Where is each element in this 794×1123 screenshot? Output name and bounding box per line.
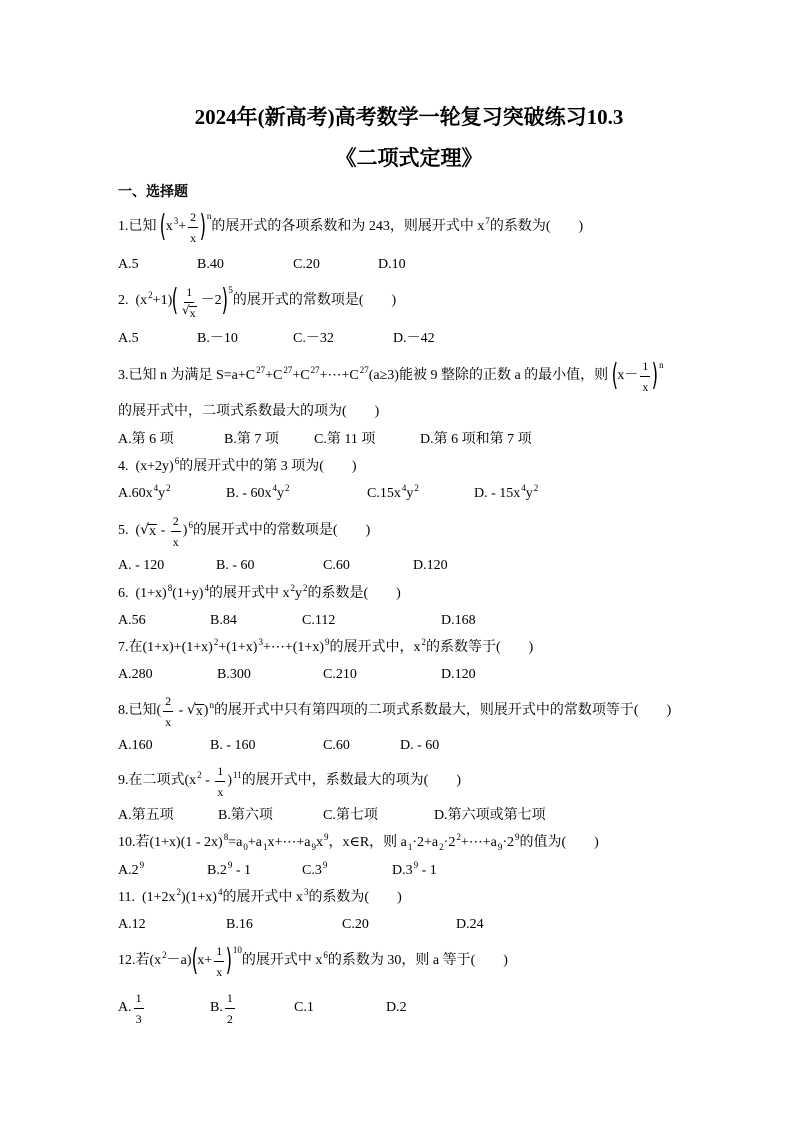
superscript: 2 — [414, 483, 419, 493]
superscript: 6 — [323, 950, 328, 960]
math-text: - — [175, 703, 187, 718]
superscript: 3 — [173, 216, 179, 226]
question-12-option-b — [210, 988, 237, 1028]
math-text: 2 — [190, 209, 197, 224]
math-text: y — [406, 486, 414, 501]
math-text: x — [165, 714, 172, 729]
math-text: A.5 — [118, 331, 139, 346]
superscript: n — [659, 360, 664, 370]
math-text: x－ — [617, 368, 639, 383]
superscript: 10 — [232, 945, 242, 955]
superscript: n — [206, 211, 212, 221]
superscript: 27 — [310, 365, 320, 375]
math-text: (a≥3)能被 9 整除的正数 a 的最小值，则 — [368, 368, 612, 383]
large-parenthesis: ) — [652, 358, 659, 393]
question-1-option-c — [293, 245, 320, 285]
math-text: D. - 60 — [400, 738, 440, 753]
math-text: y — [277, 486, 284, 501]
math-text: +⋯+C — [319, 368, 359, 383]
superscript: 27 — [283, 365, 293, 375]
question-9-stem — [118, 761, 461, 801]
math-text: ) — [182, 523, 188, 538]
math-text: A.60x — [118, 486, 153, 501]
fraction — [163, 692, 173, 731]
question-12-option-d — [386, 988, 407, 1028]
math-text: 的展开式中 x — [222, 890, 303, 905]
question-8-option-c — [323, 726, 350, 766]
math-text: D.10 — [378, 257, 406, 272]
math-text: 1.已知 — [118, 219, 160, 234]
math-text: 6. (1+x) — [118, 586, 167, 601]
large-parenthesis: ( — [191, 943, 198, 978]
question-7-option-d — [441, 655, 476, 695]
question-1-option-b — [197, 245, 224, 285]
subscript: 2 — [439, 842, 444, 852]
math-text: =a — [228, 835, 243, 850]
math-text: B.16 — [226, 917, 253, 932]
math-text: 的展开式中的第 3 项为( ) — [179, 459, 357, 474]
math-text: B.40 — [197, 257, 224, 272]
superscript: 2 — [197, 770, 202, 780]
large-parenthesis: ( — [171, 283, 179, 318]
question-1-stem — [118, 207, 583, 247]
question-8-stem — [118, 691, 671, 731]
math-text: - — [201, 773, 214, 788]
subscript: 9 — [311, 842, 316, 852]
superscript: 27 — [256, 365, 266, 375]
math-text: ) — [203, 703, 209, 718]
math-text: D.第六项或第七项 — [434, 808, 546, 823]
math-text: +1) — [152, 293, 173, 308]
subscript: 1 — [262, 842, 268, 852]
math-text: C.第 11 项 — [314, 432, 376, 447]
large-parenthesis: ) — [225, 943, 233, 978]
superscript: 9 — [515, 832, 520, 842]
fraction-numerator — [214, 942, 224, 962]
math-text: B. - 60 — [216, 558, 255, 573]
math-text: y — [294, 586, 302, 601]
fraction-denominator — [214, 962, 224, 981]
math-text: 3.已知 n 为满足 S=a+C — [118, 368, 256, 383]
math-text: 5. ( — [118, 523, 141, 538]
math-text: 的值为( ) — [519, 835, 599, 850]
subscript: 1 — [407, 842, 413, 852]
math-text: B. — [210, 1000, 223, 1015]
math-text: D.2 — [386, 1000, 407, 1015]
math-text: 12.若(x — [118, 953, 162, 968]
superscript: 6 — [188, 520, 193, 530]
large-parenthesis: ( — [611, 358, 618, 393]
math-text: B. - 60x — [226, 486, 272, 501]
fraction-denominator — [171, 532, 181, 551]
question-2-stem — [118, 281, 396, 321]
math-text: x — [190, 230, 197, 245]
math-text: 的展开式中的常数项是( ) — [192, 523, 371, 538]
math-text: 2 — [172, 513, 179, 528]
math-text: C.60 — [323, 558, 350, 573]
superscript: 9 — [323, 832, 329, 842]
fraction — [225, 989, 235, 1028]
superscript: 4 — [401, 483, 407, 493]
math-text: 1 — [186, 284, 193, 299]
math-text: 的系数为( ) — [308, 890, 402, 905]
math-text: - 1 — [418, 863, 437, 878]
math-text: －2 — [200, 293, 222, 308]
fraction-denominator — [180, 303, 199, 320]
question-12-option-c — [294, 988, 314, 1028]
math-text: －a) — [166, 953, 192, 968]
fraction-numerator — [184, 283, 194, 303]
math-text: x — [172, 534, 179, 549]
question-10-stem — [118, 823, 599, 863]
question-3-option-d — [420, 420, 532, 460]
math-text: C.－32 — [293, 331, 334, 346]
math-text: x — [315, 835, 323, 850]
math-text: A.5 — [118, 257, 139, 272]
question-12-stem — [118, 941, 508, 981]
fraction — [214, 942, 224, 981]
fraction — [215, 762, 225, 801]
math-text: B.84 — [210, 613, 237, 628]
math-text: B.第六项 — [218, 808, 273, 823]
math-text: B.－10 — [197, 331, 238, 346]
math-text: - — [157, 523, 169, 538]
fraction — [134, 989, 144, 1028]
question-11-option-a — [118, 905, 146, 945]
fraction-numerator — [163, 692, 173, 712]
math-text: D.120 — [413, 558, 448, 573]
question-8-option-d — [400, 726, 439, 766]
math-text: 的展开式中，x — [329, 640, 421, 655]
fraction — [188, 208, 198, 247]
math-text: ，x∈R，则 a — [328, 835, 407, 850]
math-text: ·2+a — [412, 835, 439, 850]
subscript: 0 — [243, 842, 248, 852]
math-text: )(1+x) — [181, 890, 217, 905]
math-text: ·2 — [443, 835, 456, 850]
superscript: 8 — [223, 832, 229, 842]
math-text: D.3 — [392, 863, 413, 878]
math-text: C.20 — [342, 917, 369, 932]
fraction-numerator — [171, 512, 181, 532]
math-text: 的展开式中 x — [241, 953, 323, 968]
question-4-option-b — [226, 474, 290, 514]
math-text: A.280 — [118, 667, 153, 682]
fraction-denominator — [134, 1009, 144, 1028]
question-1-option-a — [118, 245, 139, 285]
math-text: 的展开式中 x — [208, 586, 290, 601]
superscript: 9 — [227, 860, 233, 870]
math-text: A. — [118, 1000, 132, 1015]
math-text: 的展开式的常数项是( ) — [232, 293, 397, 308]
question-4-option-c — [367, 474, 419, 514]
math-text: 的系数为 30，则 a 等于( ) — [327, 953, 508, 968]
math-text: x — [216, 964, 223, 979]
math-text: C.第七项 — [323, 808, 378, 823]
math-text: x — [642, 379, 649, 394]
section-header: 一、选择题 — [118, 185, 188, 200]
superscript: 9 — [139, 860, 145, 870]
superscript: 4 — [521, 483, 526, 493]
math-text: A.12 — [118, 917, 146, 932]
math-text: C.15x — [367, 486, 401, 501]
math-text: B. - 160 — [210, 738, 256, 753]
question-5-stem — [118, 511, 370, 551]
superscript: 2 — [213, 637, 219, 647]
math-text: D. - 15x — [474, 486, 521, 501]
math-text: A. - 120 — [118, 558, 165, 573]
large-parenthesis: ) — [221, 283, 228, 318]
square-root — [140, 522, 157, 540]
superscript: 9 — [413, 860, 419, 870]
math-text: A.56 — [118, 613, 146, 628]
math-text: C.20 — [293, 257, 320, 272]
math-text: 2. (x — [118, 293, 148, 308]
math-text: 的系数为( ) — [489, 219, 584, 234]
superscript: 7 — [485, 216, 490, 226]
question-2-option-b — [197, 319, 238, 359]
math-text: A.160 — [118, 738, 153, 753]
math-text: 2 — [165, 693, 172, 708]
math-text: A.2 — [118, 863, 139, 878]
math-text: +C — [265, 368, 283, 383]
math-text: y — [525, 486, 533, 501]
math-text: +(1+x) — [218, 640, 258, 655]
math-text: 10.若(1+x)(1 - 2x) — [118, 835, 223, 850]
math-text: 的展开式中只有第四项的二项式系数最大，则展开式中的常数项等于( ) — [213, 703, 672, 718]
math-text: C.1 — [294, 1000, 314, 1015]
math-text: D.120 — [441, 667, 476, 682]
fraction-denominator — [225, 1009, 235, 1028]
fraction-numerator — [225, 989, 235, 1009]
math-text: 11. (1+2x — [118, 890, 176, 905]
math-text: 1 — [217, 763, 224, 778]
math-text: 的展开式中，系数最大的项为( ) — [241, 773, 462, 788]
superscript: 2 — [148, 290, 153, 300]
math-text: + — [178, 219, 187, 234]
superscript: 11 — [233, 770, 242, 780]
radicand: √ x — [189, 305, 196, 320]
fraction-denominator — [188, 228, 198, 247]
math-text: +⋯+a — [460, 835, 497, 850]
math-text: 1 — [216, 943, 223, 958]
fraction-denominator — [640, 377, 650, 396]
question-1-option-d — [378, 245, 406, 285]
fraction — [171, 512, 181, 551]
math-text: 1 — [226, 990, 233, 1005]
fraction-numerator — [188, 208, 198, 228]
question-4-option-d — [474, 474, 538, 514]
question-12-option-a — [118, 988, 146, 1028]
math-text: C.3 — [302, 863, 322, 878]
math-text: B.2 — [207, 863, 227, 878]
superscript: 2 — [176, 887, 182, 897]
fraction-numerator — [215, 762, 225, 782]
superscript: 9 — [324, 637, 330, 647]
question-4-option-a — [118, 474, 171, 514]
fraction-numerator — [640, 357, 650, 377]
math-text: D.－42 — [393, 331, 435, 346]
square-root — [187, 702, 204, 720]
superscript: 2 — [421, 637, 426, 647]
math-text: 7.在(1+x)+(1+x) — [118, 640, 213, 655]
math-text: A.第 6 项 — [118, 432, 174, 447]
math-text: D.168 — [441, 613, 476, 628]
math-text: 2 — [226, 1011, 233, 1026]
math-text: 4. (x+2y) — [118, 459, 174, 474]
superscript: 9 — [322, 860, 328, 870]
question-7-option-b — [217, 655, 251, 695]
superscript: n — [209, 700, 214, 710]
fraction — [640, 357, 650, 396]
superscript: 27 — [359, 365, 369, 375]
question-11-option-c — [342, 905, 369, 945]
radicand: √ x — [149, 524, 157, 540]
superscript: 4 — [153, 483, 159, 493]
math-text: C.112 — [302, 613, 336, 628]
document-title: 2024年(新高考)高考数学一轮复习突破练习10.3 — [194, 105, 624, 129]
math-text: (1+y) — [172, 586, 204, 601]
math-text: +C — [292, 368, 310, 383]
math-text: B.第 7 项 — [224, 432, 279, 447]
question-11-option-d — [456, 905, 484, 945]
math-text: C.60 — [323, 738, 350, 753]
math-text: 的展开式的各项系数和为 243，则展开式中 x — [211, 219, 485, 234]
superscript: 3 — [258, 637, 263, 647]
math-text: 的系数等于( ) — [425, 640, 534, 655]
superscript: 4 — [217, 887, 223, 897]
question-7-option-c — [323, 655, 357, 695]
math-text: 的展开式中，二项式系数最大的项为( ) — [118, 404, 380, 419]
superscript: 2 — [302, 583, 308, 593]
large-parenthesis: ) — [199, 209, 207, 244]
math-text: D.第 6 项和第 7 项 — [420, 432, 532, 447]
math-text: 1 — [642, 358, 649, 373]
math-text: D.24 — [456, 917, 484, 932]
large-parenthesis: ( — [159, 209, 167, 244]
document-subtitle: 《二项式定理》 — [335, 146, 483, 170]
fraction-denominator — [163, 712, 173, 731]
superscript: 6 — [174, 456, 180, 466]
question-8-option-a — [118, 726, 153, 766]
superscript: 2 — [456, 832, 461, 842]
math-text: C.210 — [323, 667, 357, 682]
math-text: B.300 — [217, 667, 251, 682]
math-text: ·2 — [502, 835, 515, 850]
math-text: +a — [247, 835, 262, 850]
superscript: 2 — [533, 483, 539, 493]
math-text: x+⋯+a — [267, 835, 311, 850]
question-3-stem — [118, 356, 664, 396]
math-text: y — [158, 486, 166, 501]
square-root — [182, 304, 197, 320]
question-2-option-a — [118, 319, 139, 359]
math-text: - 1 — [232, 863, 252, 878]
math-text: ) — [227, 773, 233, 788]
superscript: 2 — [285, 483, 290, 493]
fraction — [180, 283, 199, 320]
math-text: 9.在二项式(x — [118, 773, 197, 788]
question-6-stem — [118, 574, 401, 614]
superscript: 2 — [162, 950, 167, 960]
fraction-numerator — [134, 989, 144, 1009]
math-text: x — [217, 784, 224, 799]
superscript: 4 — [204, 583, 209, 593]
question-2-option-c — [293, 319, 334, 359]
math-text: x+ — [197, 953, 213, 968]
superscript: 8 — [167, 583, 173, 593]
math-text: 1 — [135, 990, 142, 1005]
math-text: x — [165, 219, 173, 234]
question-7-option-a — [118, 655, 153, 695]
superscript: 2 — [166, 483, 171, 493]
question-11-option-b — [226, 905, 253, 945]
superscript: 3 — [303, 887, 309, 897]
radicand: √ x — [195, 704, 203, 720]
math-text: 3 — [135, 1011, 142, 1026]
superscript: 2 — [290, 583, 295, 593]
subscript: 9 — [497, 842, 503, 852]
question-5-option-d — [413, 546, 448, 586]
math-text: +⋯+(1+x) — [262, 640, 324, 655]
superscript: 4 — [272, 483, 277, 493]
math-text: 的系数是( ) — [307, 586, 401, 601]
superscript: 5 — [228, 285, 233, 295]
math-text: A.第五项 — [118, 808, 174, 823]
question-2-option-d — [393, 319, 435, 359]
math-text: 8.已知( — [118, 703, 162, 718]
question-8-option-b — [210, 726, 256, 766]
